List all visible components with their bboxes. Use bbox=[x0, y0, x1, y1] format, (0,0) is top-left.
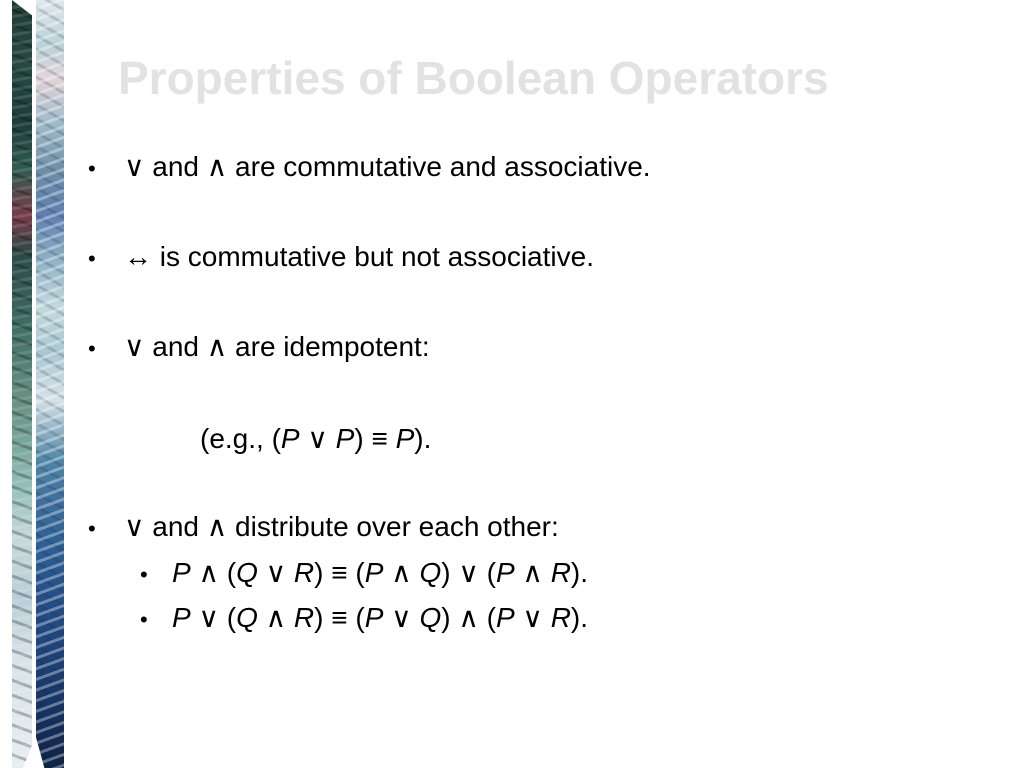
slide-title: Properties of Boolean Operators bbox=[118, 52, 829, 104]
idempotent-example: (e.g., (P ∨ P) ≡ P). bbox=[200, 423, 432, 454]
decorative-strip-right bbox=[36, 0, 64, 768]
decorative-strip-left bbox=[12, 0, 32, 768]
sub-bullet-marker: • bbox=[140, 607, 148, 632]
bullet-marker: • bbox=[88, 246, 96, 271]
bullet-marker: • bbox=[88, 516, 96, 541]
bullet-idempotent: ∨ and ∧ are idempotent: bbox=[124, 331, 430, 362]
bullet-distributive: ∨ and ∧ distribute over each other: bbox=[124, 511, 559, 542]
bullet-marker: • bbox=[88, 156, 96, 181]
distributive-law-or-over-and: P ∨ (Q ∧ R) ≡ (P ∨ Q) ∧ (P ∨ R). bbox=[172, 602, 589, 633]
sub-bullet-marker: • bbox=[140, 562, 148, 587]
distributive-law-and-over-or: P ∧ (Q ∨ R) ≡ (P ∧ Q) ∨ (P ∧ R). bbox=[172, 557, 589, 588]
bullet-commutative-associative: ∨ and ∧ are commutative and associative. bbox=[124, 151, 651, 182]
bullet-biconditional: ↔ is commutative but not associative. bbox=[124, 241, 594, 272]
bullet-marker: • bbox=[88, 336, 96, 361]
